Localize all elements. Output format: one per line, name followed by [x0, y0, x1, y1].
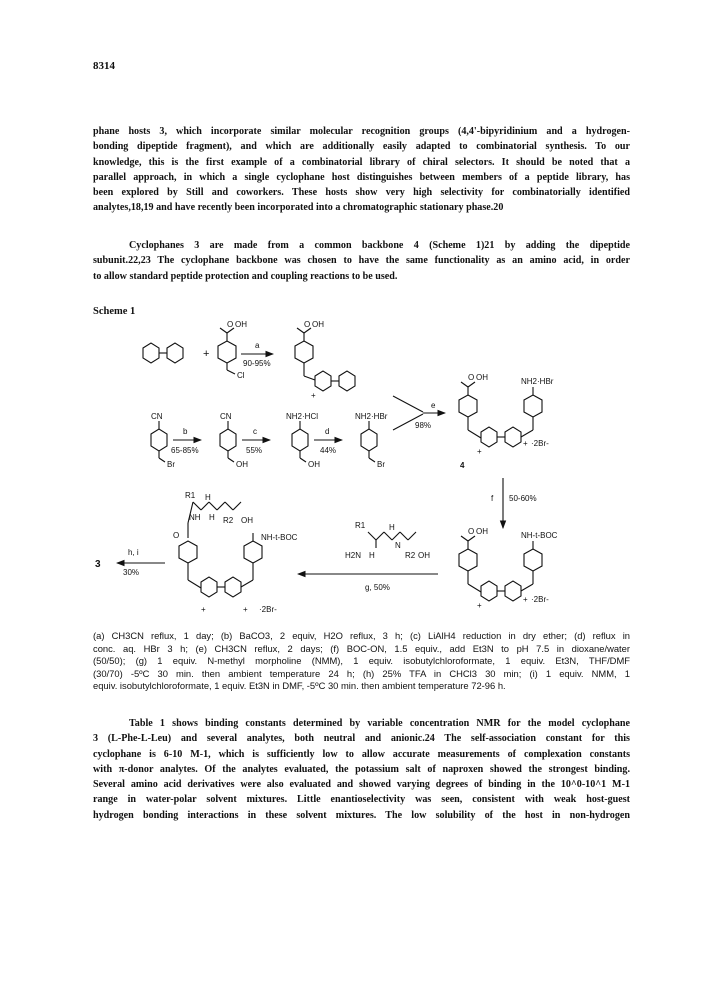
label-yield-a: 90-95% [243, 359, 271, 368]
label-o: O [227, 320, 234, 329]
label-oh: OH [476, 373, 488, 382]
label-step-d: d [325, 427, 330, 436]
text-line: bonding dipeptide fragment), and which are additionally easily adapted to combinatorial synthesis. To our [93, 141, 630, 153]
text-line: parallel approach, in which a single cyclophane host distinguishes between members of a peptide library, has [93, 171, 630, 183]
label-yield-hi: 30% [123, 568, 140, 577]
label-br: Br [377, 460, 385, 469]
label-oh: OH [241, 516, 253, 525]
scheme-footnote [93, 630, 630, 693]
text-line: range in water-polar solvent mixtures. Little enantioselectivity was seen, consistent with weak host-guest [93, 794, 630, 806]
label-cl: Cl [237, 371, 245, 380]
label-n: N [395, 541, 401, 550]
label-step-b: b [183, 427, 188, 436]
label-plus: + [311, 391, 316, 400]
chloromethylbenzoic-acid-structure [218, 328, 236, 374]
label-r1: R1 [185, 491, 196, 500]
label-step-e: e [431, 401, 436, 410]
label-cn: CN [151, 412, 163, 421]
pyridinium-benzoic-acid-structure [295, 328, 355, 391]
label-h: H [389, 523, 395, 532]
text-line: 3 (L-Phe-L-Leu) and several analytes, both neutral and anionic.24 The self-association constant for this [93, 733, 630, 745]
label-yield-b: 65-85% [171, 446, 199, 455]
label-cn: CN [220, 412, 232, 421]
label-plus: + [243, 605, 248, 614]
footnote-line: equiv. isobutylchloroformate, 1 equiv. Et3N in DMF, -5ºC 30 min. then ambient temperature 72-96 h. [93, 680, 506, 692]
label-plus: + [477, 447, 482, 456]
cyanobenzyl-alcohol-structure [220, 421, 236, 462]
label-step-g: g, 50% [365, 583, 390, 592]
paragraph-3 [93, 716, 630, 823]
label-h2n: H2N [345, 551, 362, 560]
dipeptide-structure [368, 532, 416, 548]
label-oh: OH [236, 460, 248, 469]
arrow-e-upper [393, 396, 423, 412]
text-line: with π-donor analytes. Of the analytes evaluated, the potassium salt of naproxen showed the strongest binding. [93, 763, 630, 775]
label-2br: ·2Br- [259, 605, 277, 614]
label-r2: R2 [223, 516, 234, 525]
footnote-line: (30/70) -5ºC 30 min. then ambient temperature 24 h; (h) 25% TFA in CHCl3 30 min; (i) 1 equiv. NMM, 1 [93, 667, 630, 679]
text-line: knowledge, this is the first example of a combinatorial library of chiral selectors. It should be noted that a [93, 156, 630, 168]
compound-4-structure [459, 382, 542, 447]
label-oh: OH [308, 460, 320, 469]
label-nhboc: NH-t-BOC [521, 531, 558, 540]
text-line: hydrogen bonding interactions in these solvent mixtures. The low solubility of the host in non-hydrogen [93, 809, 630, 821]
label-plus: + [477, 601, 482, 610]
label-h: H [369, 551, 375, 560]
label-nh2hbr: NH2·HBr [355, 412, 388, 421]
label-oh: OH [235, 320, 247, 329]
label-o: O [173, 531, 180, 540]
label-step-f: f [491, 494, 494, 503]
label-step-a: a [255, 341, 260, 350]
text-line: subunit.22,23 The cyclophane backbone was chosen to have the same functionality as an amino acid, in order [93, 255, 630, 267]
label-2br: ·2Br- [531, 595, 549, 604]
label-nh2hcl: NH2·HCl [286, 412, 318, 421]
paragraph-1 [93, 124, 630, 216]
label-br: Br [167, 460, 175, 469]
label-nh: NH [189, 513, 201, 522]
scheme-drawing [93, 318, 630, 622]
label-h: H [209, 513, 215, 522]
text-line: Table 1 shows binding constants determined by variable concentration NMR for the model cyclophane [129, 718, 630, 729]
label-oh: OH [312, 320, 324, 329]
label-plus: + [203, 348, 210, 360]
cyanobenzyl-bromide-structure [151, 421, 167, 462]
bipyridine-structure [143, 343, 183, 363]
paragraph-2 [93, 238, 630, 284]
label-yield-e: 98% [415, 421, 432, 430]
text-line: Cyclophanes 3 are made from a common backbone 4 (Scheme 1)21 by adding the dipeptide [129, 240, 630, 251]
label-step-hi: h, i [128, 548, 139, 557]
label-r1: R1 [355, 521, 366, 530]
label-plus: + [523, 595, 528, 604]
label-o: O [468, 373, 475, 382]
text-line: cyclophane is 6-10 M-1, which is sufficiently low to allow accurate measurements of complexation constants [93, 748, 630, 760]
label-o: O [468, 527, 475, 536]
label-r2: R2 [405, 551, 416, 560]
label-yield-f: 50-60% [509, 494, 537, 503]
compound-4-label: 4 [460, 461, 465, 470]
label-oh: OH [476, 527, 488, 536]
label-plus: + [201, 605, 206, 614]
label-oh: OH [418, 551, 430, 560]
text-line: phane hosts 3, which incorporate similar molecular recognition groups (4,4'-bipyridinium and a hydrogen- [93, 126, 630, 137]
label-yield-c: 55% [246, 446, 263, 455]
compound-3-label: 3 [95, 559, 101, 570]
text-line: Several amino acid derivatives were also evaluated and showed varying degrees of binding in the 10^0-10^1 M-1 [93, 779, 630, 791]
footnote-line: conc. aq. HBr 3 h; (e) CH3CN reflux, 2 days; (f) BOC-ON, 1.5 equiv., add Et3N to pH 7.5 in dioxane/water [93, 642, 630, 654]
label-yield-d: 44% [320, 446, 337, 455]
label-nh2hbr: NH2·HBr [521, 377, 554, 386]
text-line: to allow standard peptide protection and coupling reactions to be used. [93, 270, 398, 282]
page-number: 8314 [93, 60, 115, 72]
reaction-scheme [93, 318, 630, 622]
label-step-c: c [253, 427, 257, 436]
text-line: analytes,18,19 and have recently been incorporated into a chromatographic stationary phase.20 [93, 202, 504, 214]
label-o: O [304, 320, 311, 329]
label-2br: ·2Br- [531, 439, 549, 448]
footnote-line: (50/50); (g) 1 equiv. N-methyl morpholine (NMM), 1 equiv. isobutylchloroformate, 1 equiv. Et3N, THF/DMF [93, 655, 630, 667]
scheme-label: Scheme 1 [93, 306, 136, 317]
footnote-line: (a) CH3CN reflux, 1 day; (b) BaCO3, 2 equiv, H2O reflux, 3 h; (c) LiAlH4 reduction in dry ether; (d) reflux in [93, 630, 630, 641]
label-nhboc: NH-t-BOC [261, 533, 298, 542]
label-h: H [205, 493, 211, 502]
aminomethyl-benzyl-alcohol-structure [292, 421, 308, 462]
boc-protected-compound-structure [459, 536, 542, 601]
text-line: been explored by Still and coworkers. These hosts show very high selectivity for combinatorially identified [93, 187, 630, 199]
aminomethyl-benzyl-bromide-structure [361, 421, 377, 462]
label-plus: + [523, 439, 528, 448]
